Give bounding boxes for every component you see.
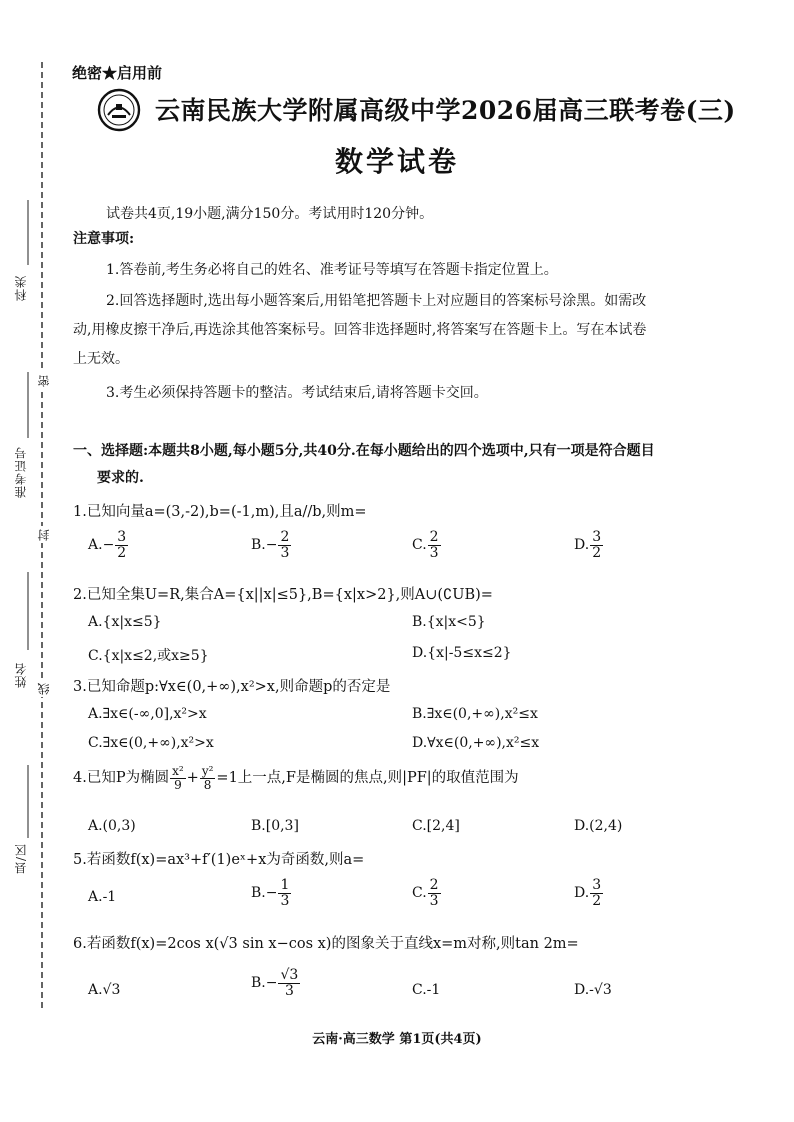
q5-stem: 5.若函数f(x)=ax³+f′(1)eˣ+x为奇函数,则a= [73, 852, 365, 868]
seal-char-mi: 密 [37, 374, 51, 387]
subject-title: 数学试卷 [334, 145, 459, 178]
school-logo-icon [97, 88, 141, 132]
q3-option-c: C.∃x∈(0,+∞),x²>x [88, 735, 214, 751]
q4-option-c: C.[2,4] [412, 818, 460, 834]
q6-option-b: B.− $\frac{√3}{3}$ [251, 967, 299, 999]
q1-option-c: C. $\frac{2}{3}$ [412, 529, 439, 561]
q2-stem: 2.已知全集U=R,集合A={x||x|≤5},B={x|x>2},则A∪(∁UB)= [73, 587, 493, 603]
confidential-mark: 绝密★启用前 [72, 64, 163, 82]
exam-summary: 试卷共4页,19小题,满分150分。考试用时120分钟。 [106, 206, 434, 222]
q2-option-b: B.{x|x<5} [412, 614, 486, 630]
note-2-line-3: 上无效。 [73, 351, 129, 367]
q4-stem: 4.已知P为椭圆 $\frac{\text{x²}}{9}$ + $\frac{\text{y²}}{8}$ =1上一点,F是椭圆的焦点,则|PF|的取值范围为 [73, 764, 519, 792]
q1-option-a: A.− $\frac{3}{2}$ [88, 529, 127, 561]
side-name-label: 姓名 [14, 662, 28, 688]
side-id-label: 准考证号 [14, 446, 28, 498]
seal-char-xian: 线 [37, 682, 51, 695]
page-footer: 云南·高三数学 第1页(共4页) [312, 1032, 482, 1047]
seal-char-feng: 封 [37, 528, 51, 541]
section-1-heading-cont: 要求的. [97, 470, 144, 486]
q1-option-b: B.− $\frac{2}{3}$ [251, 529, 290, 561]
q6-option-d: D.-√3 [574, 982, 612, 998]
q4-option-a: A.(0,3) [88, 818, 136, 834]
notes-title: 注意事项: [73, 231, 135, 247]
note-2-line-2: 动,用橡皮擦干净后,再选涂其他答案标号。回答非选择题时,将答案写在答题卡上。写在本试卷 [73, 322, 647, 338]
q2-option-c: C.{x|x≤2,或x≥5} [88, 648, 209, 664]
q5-option-d: D. $\frac{3}{2}$ [574, 877, 602, 909]
q4-option-d: D.(2,4) [574, 818, 623, 834]
side-county-label: 县/区 [14, 843, 28, 875]
q1-stem: 1.已知向量a=(3,-2),b=(-1,m),且a//b,则m= [73, 504, 367, 520]
q2-option-a: A.{x|x≤5} [88, 614, 162, 630]
q3-option-a: A.∃x∈(-∞,0],x²>x [88, 706, 207, 722]
q3-option-b: B.∃x∈(0,+∞),x²≤x [412, 706, 538, 722]
q6-stem: 6.若函数f(x)=2cos x(√3 sin x−cos x)的图象关于直线x=m对称,则tan 2m= [73, 936, 579, 952]
school-title: 云南民族大学附属高级中学2026届高三联考卷(三) [155, 96, 736, 125]
note-1: 1.答卷前,考生务必将自己的姓名、准考证号等填写在答题卡指定位置上。 [106, 262, 558, 278]
q5-option-b: B.− $\frac{1}{3}$ [251, 877, 290, 909]
q3-stem: 3.已知命题p:∀x∈(0,+∞),x²>x,则命题p的否定是 [73, 679, 391, 695]
q4-option-b: B.[0,3] [251, 818, 299, 834]
side-subject-label: 科类 [14, 275, 28, 301]
q5-option-c: C. $\frac{2}{3}$ [412, 877, 439, 909]
q6-option-a: A.√3 [88, 982, 121, 998]
q2-option-d: D.{x|-5≤x≤2} [412, 645, 512, 661]
section-1-heading: 一、选择题:本题共8小题,每小题5分,共40分.在每小题给出的四个选项中,只有一项是符合题目 [73, 443, 655, 459]
note-3: 3.考生必须保持答题卡的整洁。考试结束后,请将答题卡交回。 [106, 385, 488, 401]
q6-option-c: C.-1 [412, 982, 441, 998]
q1-option-d: D. $\frac{3}{2}$ [574, 529, 602, 561]
q5-option-a: A.-1 [88, 889, 117, 905]
note-2-line-1: 2.回答选择题时,选出每小题答案后,用铅笔把答题卡上对应题目的答案标号涂黑。如需改 [106, 293, 647, 309]
q3-option-d: D.∀x∈(0,+∞),x²≤x [412, 735, 540, 751]
